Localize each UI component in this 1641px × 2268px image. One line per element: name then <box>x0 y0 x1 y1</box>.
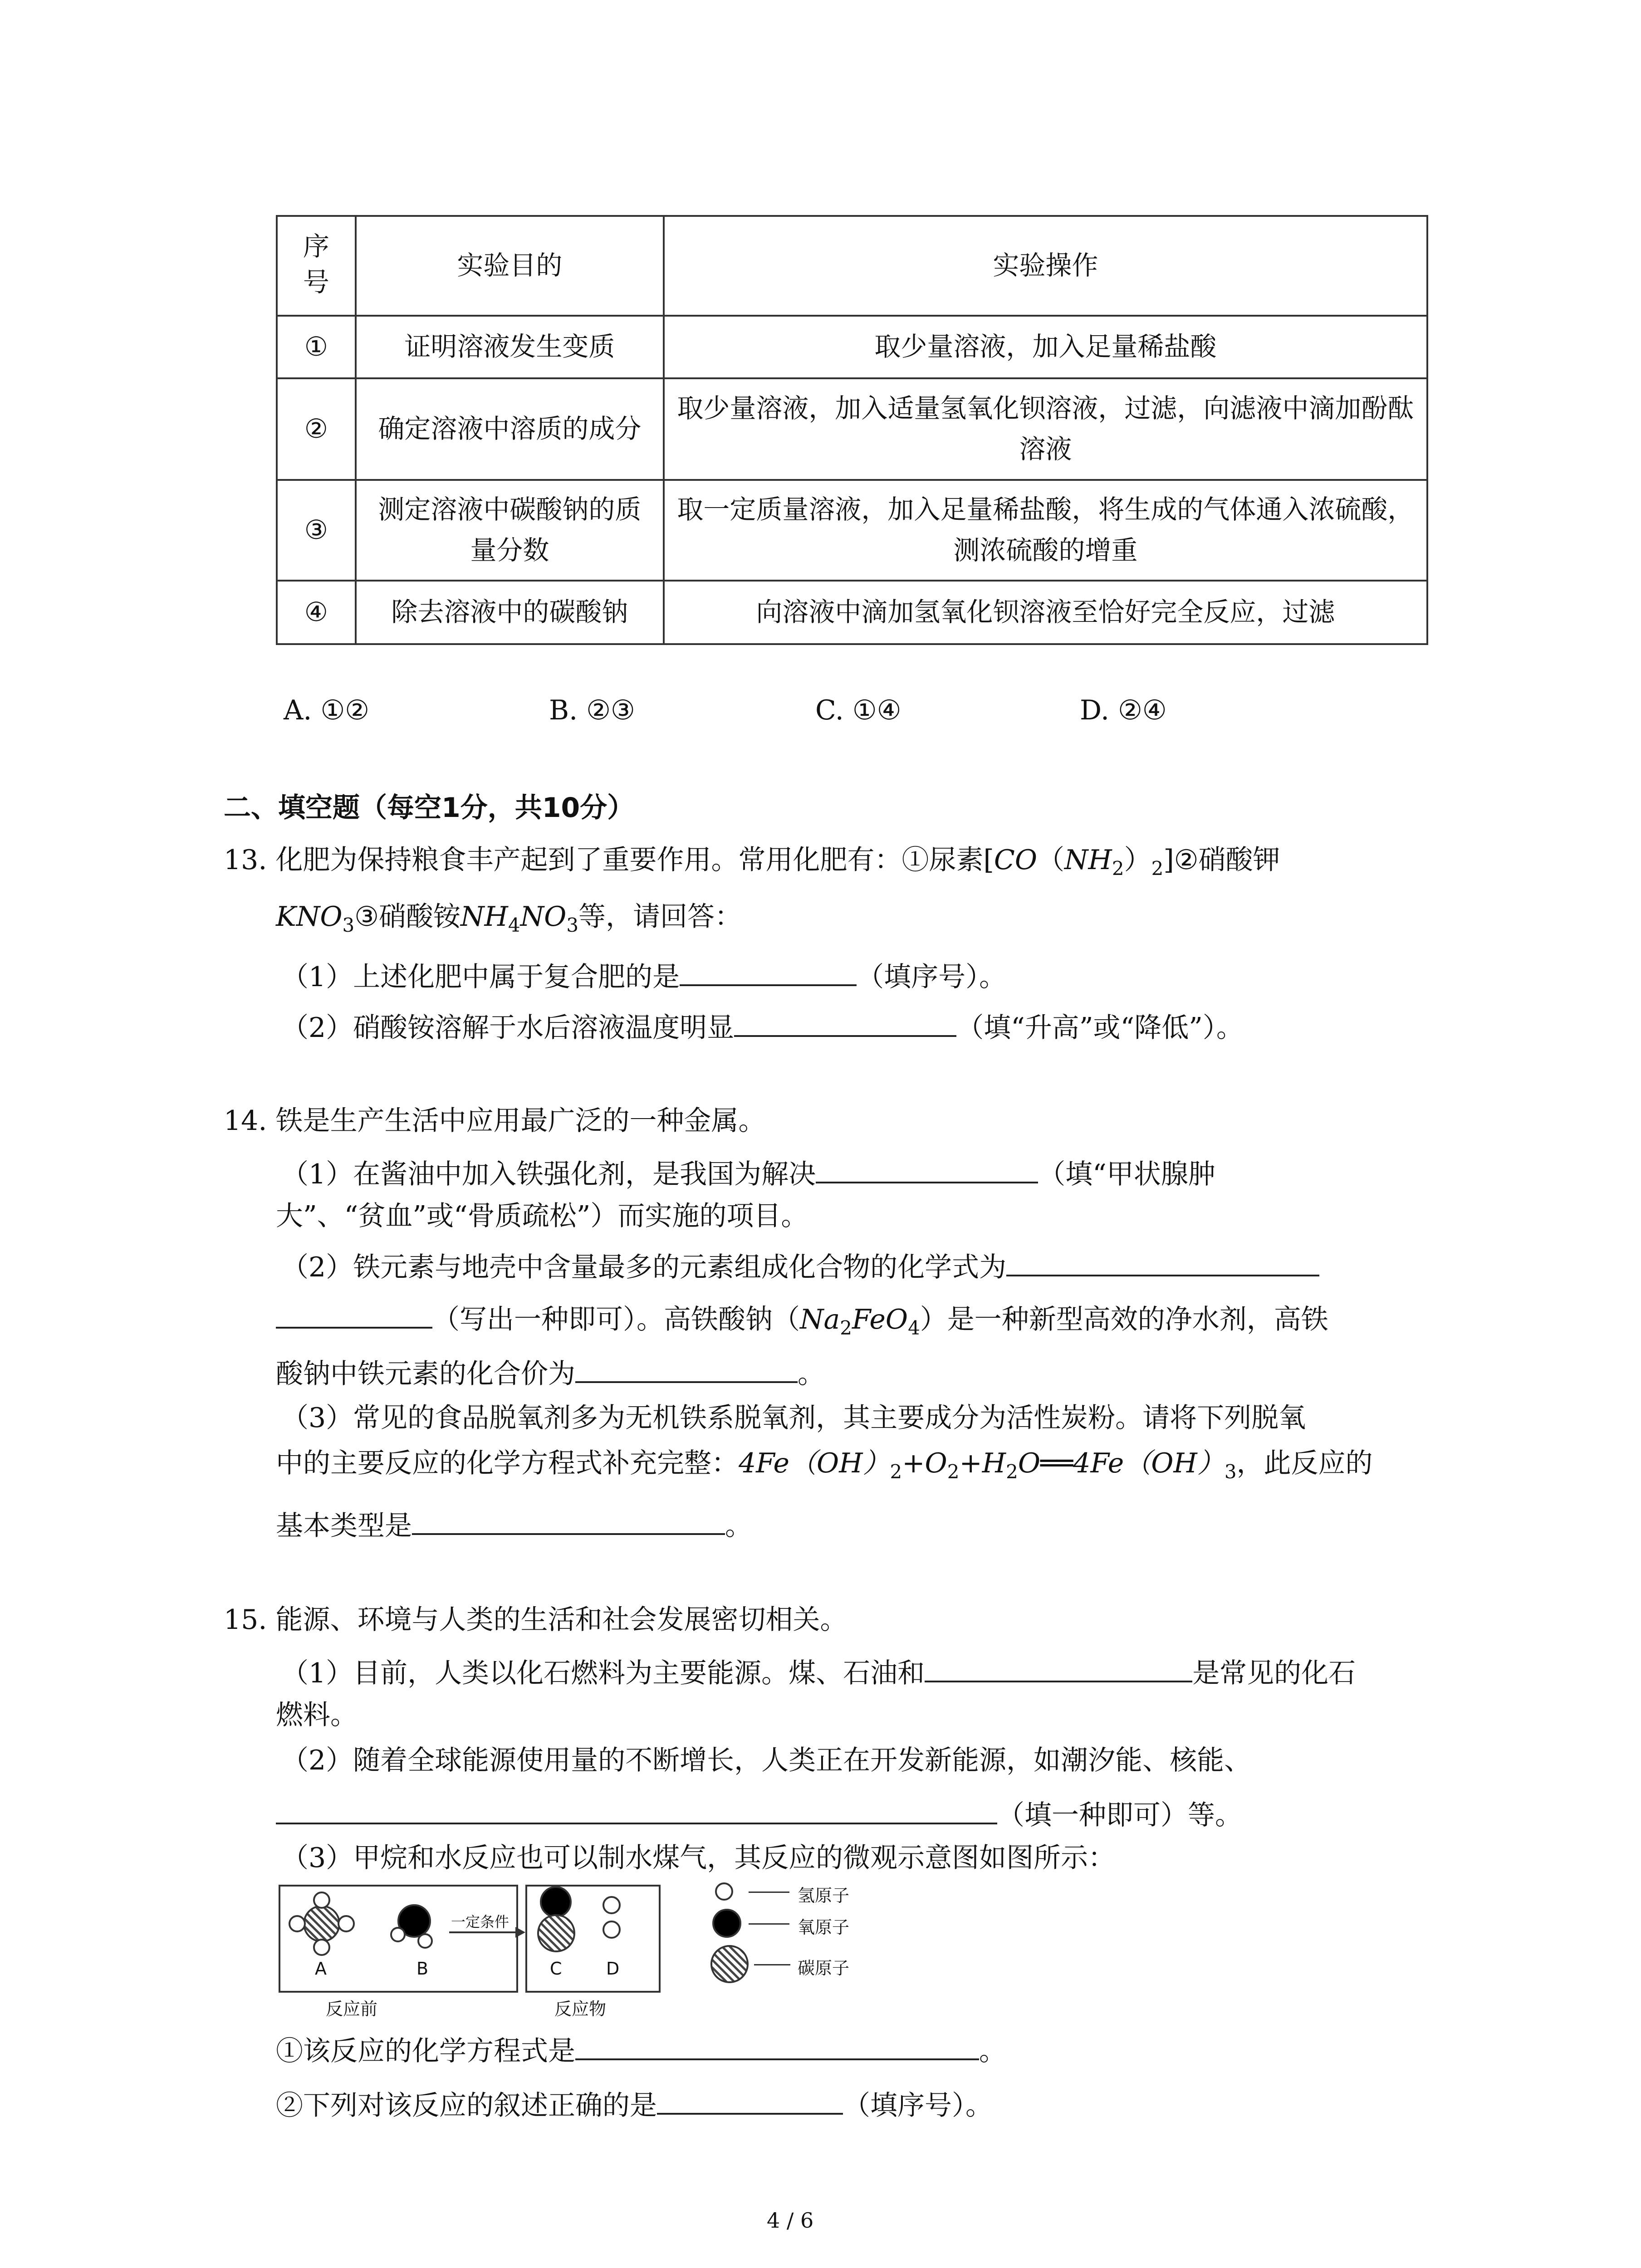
q15-sub1: ①该反应的化学方程式是 。 <box>276 2031 1006 2068</box>
page-number: 4 / 6 <box>767 2208 814 2233</box>
answer-blank[interactable] <box>575 2031 979 2060</box>
hydrogen-atom-icon <box>390 1927 406 1942</box>
q15-part2-cont: （填一种即可）等。 <box>276 1795 1242 1832</box>
q13-part1: （1）上述化肥中属于复合肥的是 （填序号）。 <box>281 957 1006 993</box>
q14-part1: （1）在酱油中加入铁强化剂，是我国为解决 （填“甲状腺肿 <box>281 1154 1215 1191</box>
table-row <box>277 480 1427 581</box>
row-op: 取一定质量溶液，加入足量稀盐酸，将生成的气体通入浓硫酸，测浓硫酸的增重 <box>664 480 1427 581</box>
q14-part2: （2）铁元素与地壳中含量最多的元素组成化合物的化学式为 <box>281 1247 1319 1284</box>
label-d: D <box>606 1959 620 1979</box>
hydrogen-atom-icon <box>603 1896 621 1914</box>
q14-part3-end: 基本类型是 。 <box>276 1506 752 1542</box>
q14-equation-line: 中的主要反应的化学方程式补充完整：$4Fe(OH)_2+O_2+H_2O══4Fe(OH)_3$，此反应的 <box>276 1447 1373 1483</box>
legend-hydrogen: 氢原子 <box>798 1886 850 1906</box>
answer-blank[interactable] <box>680 957 857 986</box>
table-header-row <box>277 216 1427 316</box>
option-a: A. ①② <box>284 694 370 726</box>
legend-line <box>749 1892 789 1893</box>
carbon-atom-icon <box>710 1945 749 1983</box>
table-header-goal: 实验目的 <box>356 216 664 316</box>
hydrogen-atom-icon <box>603 1921 621 1939</box>
before-label: 反应前 <box>326 1999 378 2019</box>
label-c: C <box>550 1959 562 1979</box>
after-label: 反应物 <box>554 1999 607 2019</box>
hydrogen-atom-icon <box>417 1933 433 1949</box>
option-b: B. ②③ <box>549 694 635 726</box>
oxygen-atom-icon <box>712 1909 741 1938</box>
hydrogen-atom-icon <box>338 1915 355 1932</box>
row-goal: 除去溶液中的碳酸钠 <box>356 581 664 644</box>
row-op: 取少量溶液，加入足量稀盐酸 <box>664 316 1427 378</box>
answer-blank[interactable] <box>1006 1247 1319 1276</box>
legend-carbon: 碳原子 <box>798 1958 850 1978</box>
row-goal: 确定溶液中溶质的成分 <box>356 378 664 480</box>
answer-blank[interactable] <box>925 1653 1192 1682</box>
legend-line <box>754 1964 790 1965</box>
answer-blank[interactable] <box>575 1354 798 1383</box>
table-row <box>277 316 1427 378</box>
option-c: C. ①④ <box>815 694 901 726</box>
label-b: B <box>416 1959 429 1979</box>
hydrogen-atom-icon <box>313 1939 330 1956</box>
label-a: A <box>315 1959 327 1979</box>
q15-line1: 15. 能源、环境与人类的生活和社会发展密切相关。 <box>224 1604 847 1636</box>
option-d: D. ②④ <box>1080 694 1167 726</box>
legend-line <box>749 1923 789 1925</box>
carbon-atom-icon <box>303 1905 340 1942</box>
answer-blank[interactable] <box>412 1506 725 1535</box>
answer-blank[interactable] <box>657 2086 843 2115</box>
answer-blank[interactable] <box>734 1008 956 1037</box>
hydrogen-atom-icon <box>289 1915 306 1932</box>
arrow-line <box>449 1931 517 1933</box>
table-row <box>277 581 1427 644</box>
q13-line1: 13. 化肥为保持粮食丰产起到了重要作用。常用化肥有：①尿素$[CO(NH_2)_2]②$硝酸钾 <box>224 844 1280 880</box>
carbon-atom-icon <box>537 1914 575 1952</box>
q15-part1: （1）目前，人类以化石燃料为主要能源。煤、石油和 是常见的化石 <box>281 1653 1356 1690</box>
q14-part2-cont: （写出一种即可）。高铁酸钠$(Na_2FeO_4)$是一种新型高效的净水剂，高铁 <box>276 1300 1328 1339</box>
row-goal: 证明溶液发生变质 <box>356 316 664 378</box>
row-no: ① <box>277 316 356 378</box>
hydrogen-atom-icon <box>715 1882 733 1901</box>
section-title: 二、填空题（每空1分，共10分） <box>224 792 635 824</box>
q14-part1-cont: 大”、“贫血”或“骨质疏松”）而实施的项目。 <box>276 1200 808 1232</box>
row-no: ④ <box>277 581 356 644</box>
condition-label: 一定条件 <box>449 1911 511 1931</box>
answer-blank[interactable] <box>816 1154 1038 1183</box>
table-header-no: 序号 <box>277 216 356 316</box>
q14-line1: 14. 铁是生产生活中应用最广泛的一种金属。 <box>224 1105 766 1137</box>
q14-part3: （3）常见的食品脱氧剂多为无机铁系脱氧剂，其主要成分为活性炭粉。请将下列脱氧 <box>281 1402 1306 1434</box>
q15-part1-cont: 燃料。 <box>276 1699 358 1731</box>
q15-part2: （2）随着全球能源使用量的不断增长，人类正在开发新能源，如潮汐能、核能、 <box>281 1745 1252 1776</box>
q14-part2-end: 酸钠中铁元素的化合价为 。 <box>276 1354 825 1390</box>
answer-blank[interactable] <box>276 1300 432 1329</box>
row-no: ② <box>277 378 356 480</box>
table-row <box>277 378 1427 480</box>
oxygen-atom-icon <box>540 1886 572 1918</box>
answer-blank[interactable] <box>276 1795 997 1824</box>
q15-part3: （3）甲烷和水反应也可以制水煤气，其反应的微观示意图如图所示： <box>281 1842 1116 1874</box>
row-no: ③ <box>277 480 356 581</box>
table-header-op: 实验操作 <box>664 216 1427 316</box>
row-goal: 测定溶液中碳酸钠的质量分数 <box>356 480 664 581</box>
hydrogen-atom-icon <box>313 1892 330 1909</box>
experiment-table <box>276 215 1428 645</box>
row-op: 向溶液中滴加氢氧化钡溶液至恰好完全反应，过滤 <box>664 581 1427 644</box>
arrow-head-icon <box>515 1927 525 1938</box>
legend-oxygen: 氧原子 <box>798 1917 850 1937</box>
q13-line2: $KNO_3③$硝酸铵$NH_4NO_3$等，请回答： <box>276 901 742 936</box>
row-op: 取少量溶液，加入适量氢氧化钡溶液，过滤，向滤液中滴加酚酞溶液 <box>664 378 1427 480</box>
q15-sub2: ②下列对该反应的叙述正确的是 （填序号）。 <box>276 2086 993 2122</box>
q13-part2: （2）硝酸铵溶解于水后溶液温度明显 （填“升高”或“降低”）。 <box>281 1008 1244 1044</box>
